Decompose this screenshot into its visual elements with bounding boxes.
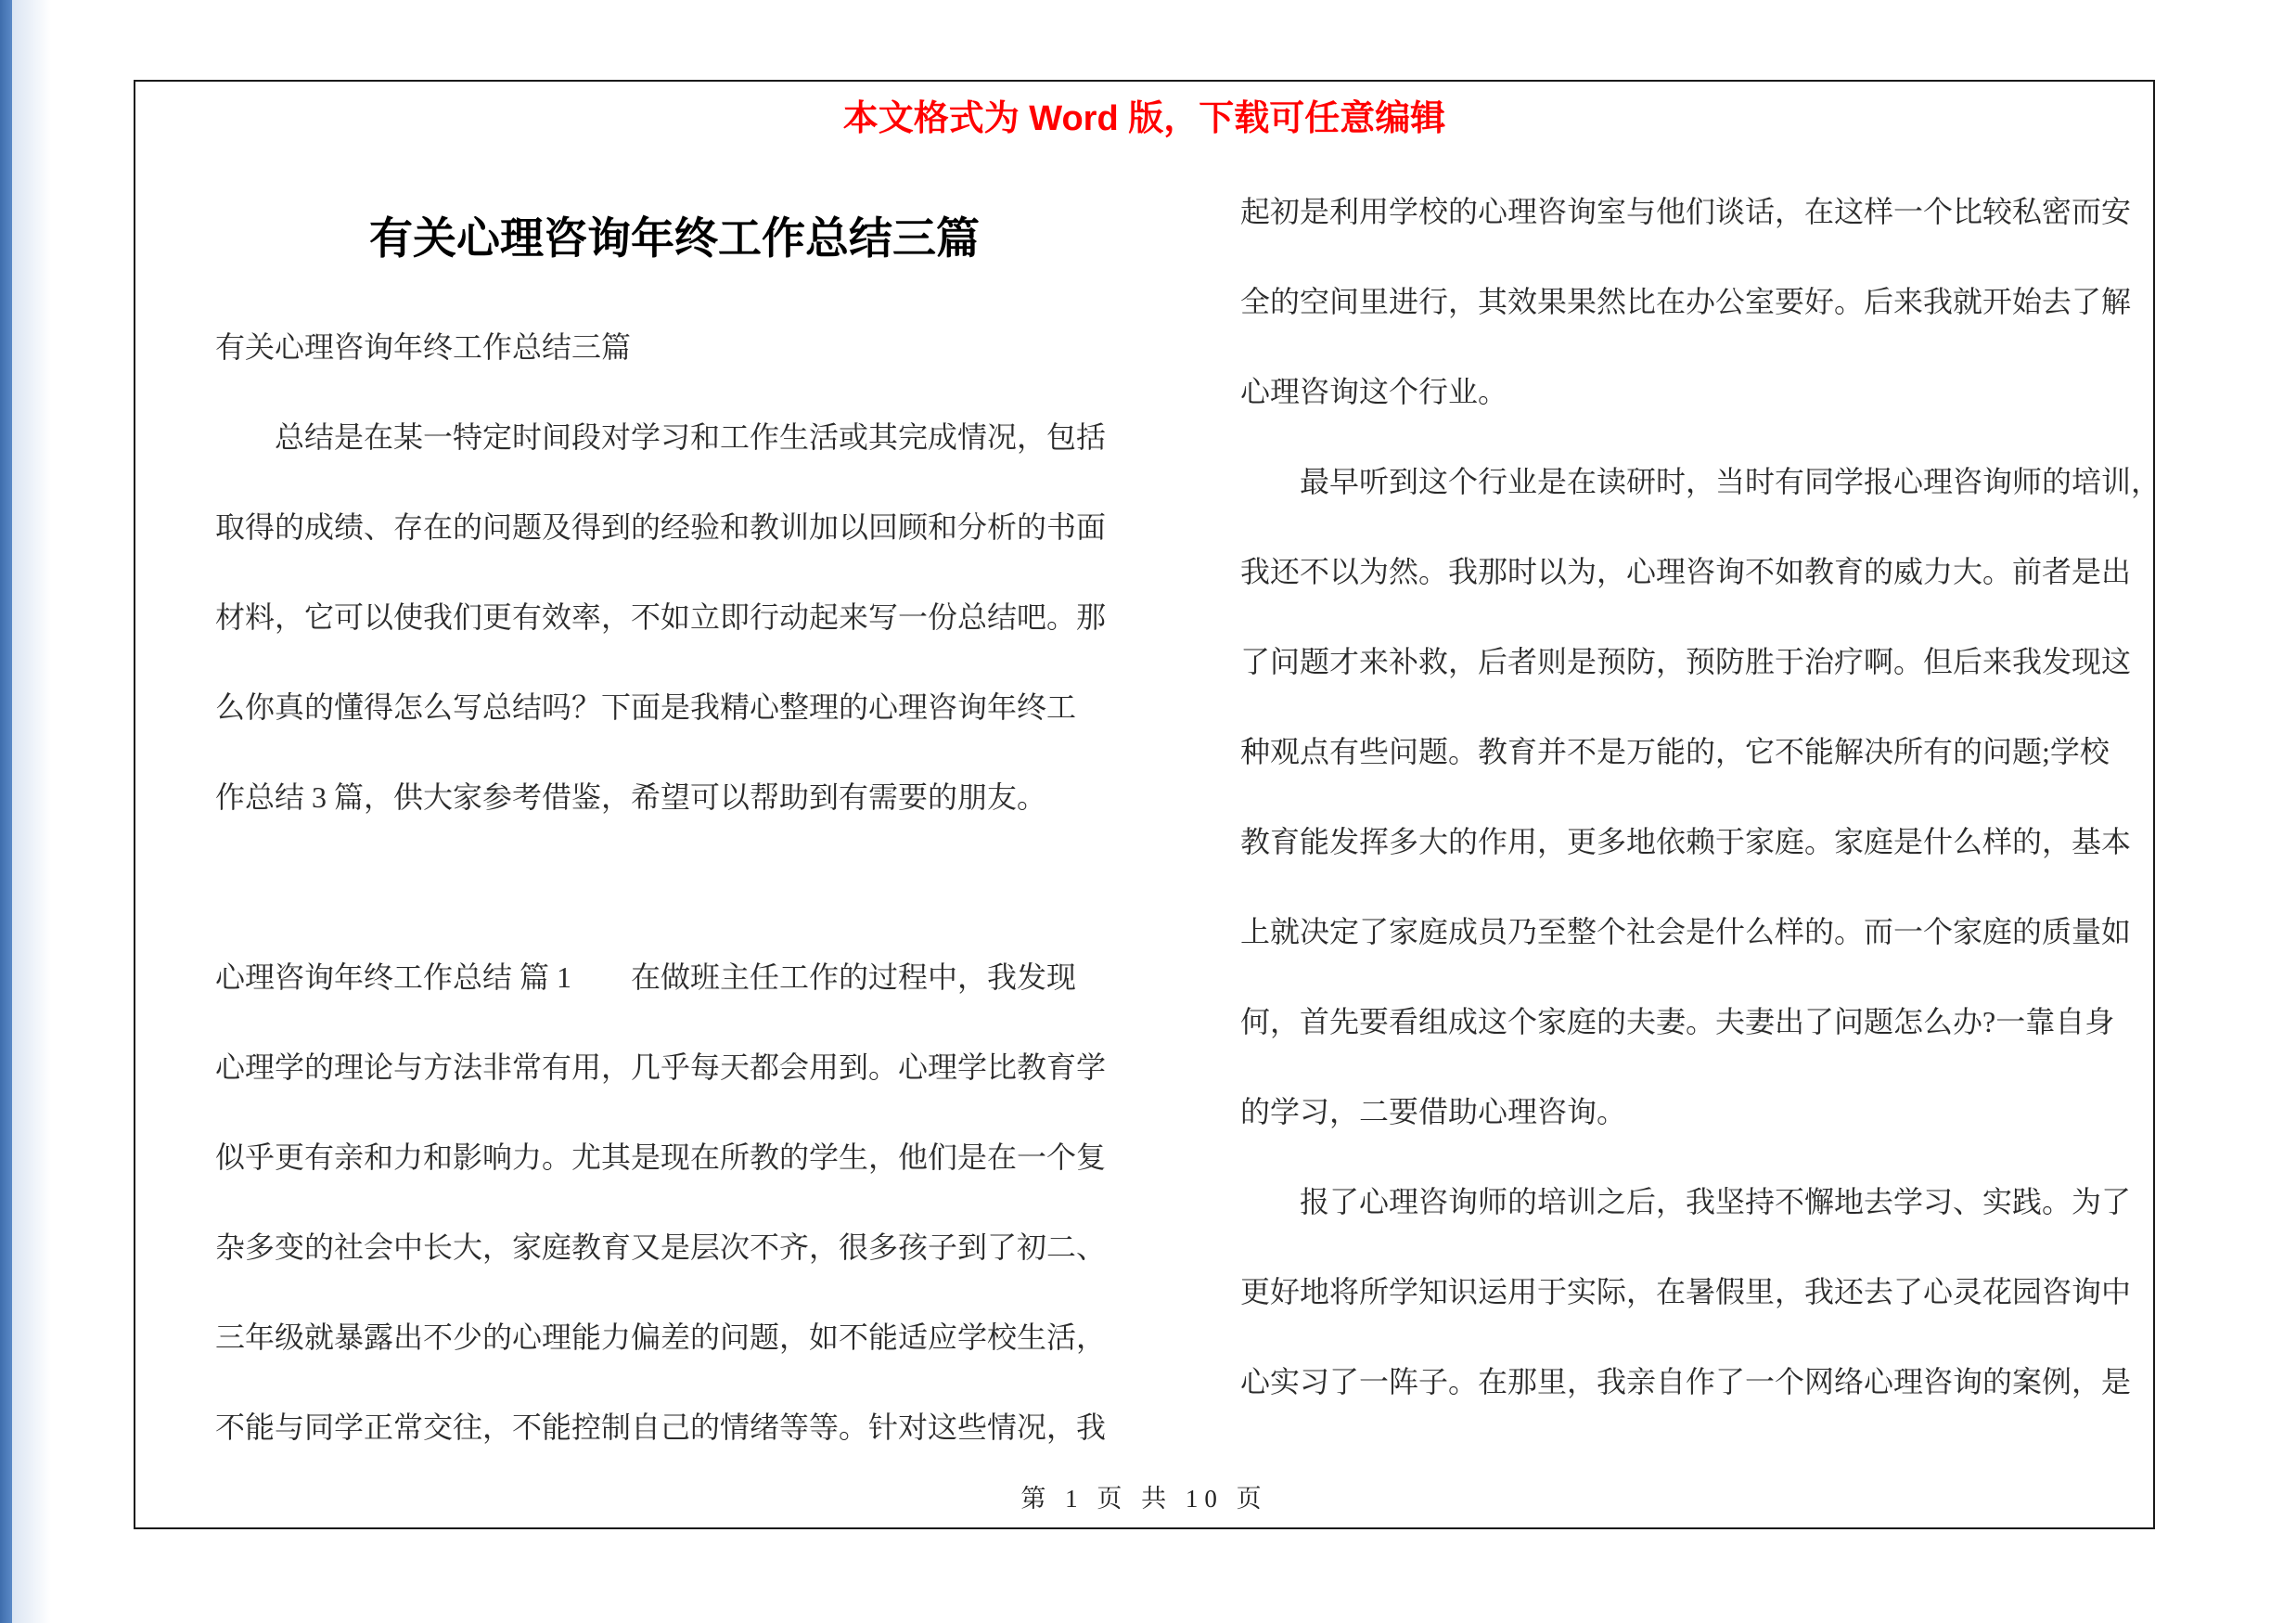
text-line: 杂多变的社会中长大，家庭教育又是层次不齐，很多孩子到了初二、	[215, 1230, 1107, 1264]
text-line: 全的空间里进行，其效果果然比在办公室要好。后来我就开始去了解	[1240, 285, 2132, 318]
text-line: 取得的成绩、存在的问题及得到的经验和教训加以回顾和分析的书面	[215, 510, 1107, 544]
text-line: 报了心理咨询师的培训之后，我坚持不懈地去学习、实践。为了	[1240, 1185, 2132, 1218]
text-line: 了问题才来补救，后者则是预防，预防胜于治疗啊。但后来我发现这	[1240, 645, 2132, 678]
page-footer: 第 1 页 共 10 页	[1020, 1485, 1268, 1513]
text-line: 心理咨询年终工作总结 篇 1 在做班主任工作的过程中，我发现	[215, 960, 1077, 994]
text-line: 三年级就暴露出不少的心理能力偏差的问题，如不能适应学校生活，	[215, 1320, 1107, 1354]
right-text-column	[1240, 167, 2159, 1427]
header-notice: 本文格式为 Word 版，下载可任意编辑	[842, 99, 1446, 138]
left-accent-stripe	[0, 0, 12, 1623]
text-line	[215, 843, 1134, 933]
text-line: 教育能发挥多大的作用，更多地依赖于家庭。家庭是什么样的，基本	[1240, 825, 2132, 858]
document-border-box	[134, 80, 2161, 1529]
text-line: 心理咨询这个行业。	[1240, 375, 1508, 408]
text-line: 起初是利用学校的心理咨询室与他们谈话，在这样一个比较私密而安	[1240, 195, 2132, 228]
text-line: 最早听到这个行业是在读研时，当时有同学报心理咨询师的培训，	[1240, 465, 2161, 498]
text-line: 上就决定了家庭成员乃至整个社会是什么样的。而一个家庭的质量如	[1240, 915, 2132, 948]
text-line: 作总结 3 篇，供大家参考借鉴，希望可以帮助到有需要的朋友。	[215, 780, 1047, 814]
text-line: 心理学的理论与方法非常有用，几乎每天都会用到。心理学比教育学	[215, 1050, 1107, 1084]
left-accent-fade	[12, 0, 51, 1623]
text-line: 心实习了一阵子。在那里，我亲自作了一个网络心理咨询的案例，是	[1240, 1365, 2132, 1398]
text-line: 何，首先要看组成这个家庭的夫妻。夫妻出了问题怎么办?一靠自身	[1240, 1005, 2115, 1038]
text-line: 总结是在某一特定时间段对学习和工作生活或其完成情况，包括	[215, 420, 1107, 454]
text-line: 的学习，二要借助心理咨询。	[1240, 1095, 1627, 1128]
text-line: 材料，它可以使我们更有效率，不如立即行动起来写一份总结吧。那	[215, 600, 1107, 634]
left-text-column	[215, 303, 1134, 1473]
text-line: 有关心理咨询年终工作总结三篇	[215, 330, 632, 364]
text-line: 我还不以为然。我那时以为，心理咨询不如教育的威力大。前者是出	[1240, 555, 2132, 588]
text-line: 似乎更有亲和力和影响力。尤其是现在所教的学生，他们是在一个复	[215, 1140, 1107, 1174]
text-line: 么你真的懂得怎么写总结吗？下面是我精心整理的心理咨询年终工	[215, 690, 1077, 724]
text-line: 更好地将所学知识运用于实际，在暑假里，我还去了心灵花园咨询中	[1240, 1275, 2132, 1308]
text-line: 不能与同学正常交往，不能控制自己的情绪等等。针对这些情况，我	[215, 1410, 1107, 1444]
text-line: 种观点有些问题。教育并不是万能的，它不能解决所有的问题;学校	[1240, 735, 2110, 768]
document-title: 有关心理咨询年终工作总结三篇	[369, 213, 980, 263]
